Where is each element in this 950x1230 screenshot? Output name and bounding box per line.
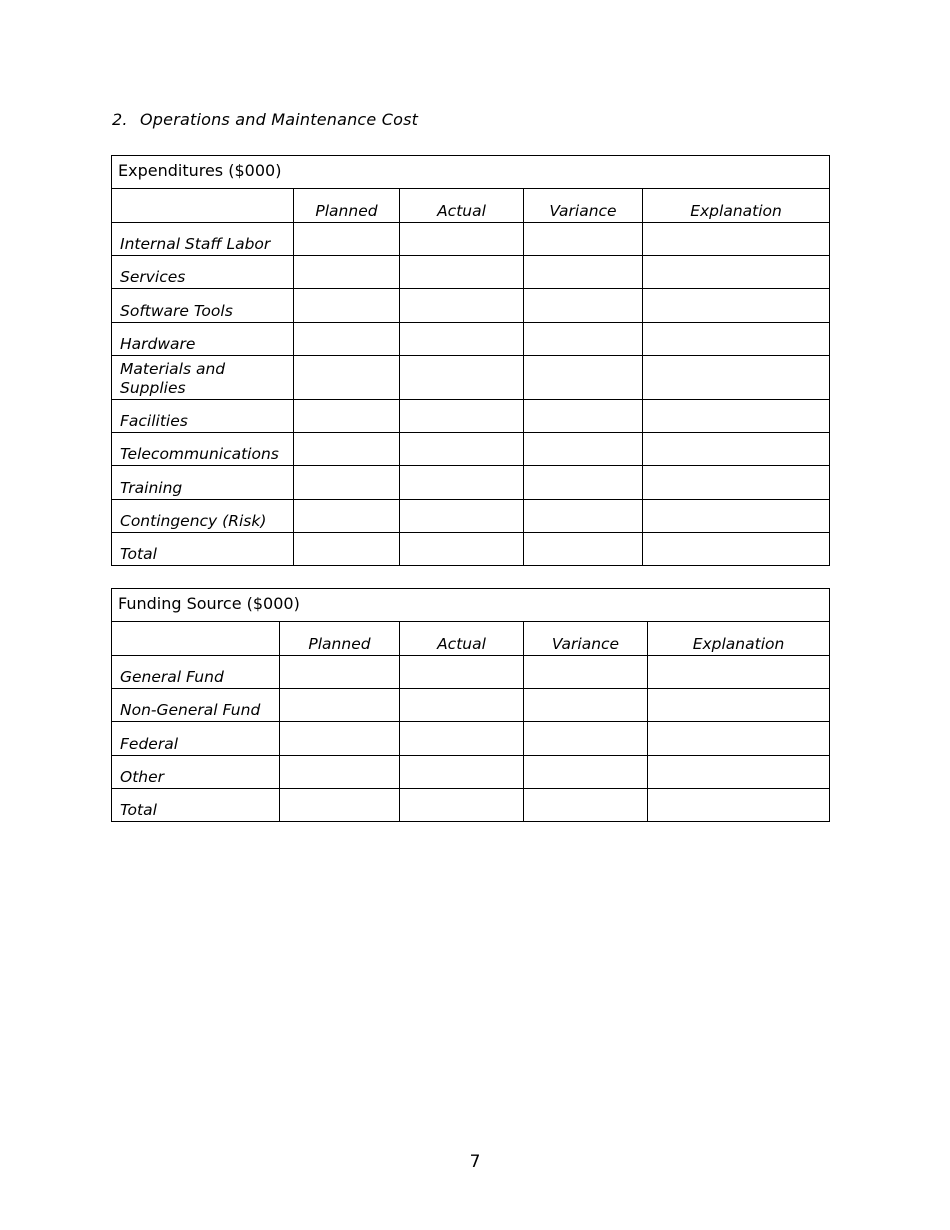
variance-cell[interactable] (524, 789, 648, 822)
explanation-cell[interactable] (643, 356, 830, 400)
row-label: General Fund (112, 656, 280, 689)
planned-cell[interactable] (294, 289, 400, 323)
variance-cell[interactable] (524, 223, 643, 256)
table-row (112, 289, 830, 323)
variance-cell[interactable] (524, 500, 643, 533)
explanation-cell[interactable] (643, 533, 830, 566)
table-row (112, 722, 830, 756)
row-label: Hardware (112, 323, 294, 356)
planned-cell[interactable] (280, 656, 400, 689)
explanation-cell[interactable] (643, 466, 830, 500)
actual-cell[interactable] (400, 289, 524, 323)
row-label: Internal Staff Labor (112, 223, 294, 256)
section-heading (112, 110, 418, 129)
table-row (112, 789, 830, 822)
explanation-cell[interactable] (643, 223, 830, 256)
explanation-cell[interactable] (648, 722, 830, 756)
section-number: 2. (112, 110, 128, 129)
page-number: 7 (469, 1152, 481, 1172)
explanation-cell[interactable] (648, 689, 830, 722)
variance-cell[interactable] (524, 323, 643, 356)
actual-cell[interactable] (400, 433, 524, 466)
variance-cell[interactable] (524, 400, 643, 433)
actual-cell[interactable] (400, 223, 524, 256)
funding-source-table (111, 588, 830, 822)
table-row (112, 533, 830, 566)
explanation-cell[interactable] (643, 323, 830, 356)
explanation-cell[interactable] (643, 500, 830, 533)
row-label: Facilities (112, 400, 294, 433)
variance-cell[interactable] (524, 289, 643, 323)
row-label: Total (112, 789, 280, 822)
actual-cell[interactable] (400, 689, 524, 722)
table-row (112, 323, 830, 356)
row-label: Contingency (Risk) (112, 500, 294, 533)
column-header-explanation: Explanation (648, 622, 830, 656)
row-label: Total (112, 533, 294, 566)
explanation-cell[interactable] (643, 433, 830, 466)
planned-cell[interactable] (280, 722, 400, 756)
actual-cell[interactable] (400, 656, 524, 689)
column-header-planned: Planned (280, 622, 400, 656)
table-row (112, 433, 830, 466)
variance-cell[interactable] (524, 466, 643, 500)
planned-cell[interactable] (294, 466, 400, 500)
column-header-variance: Variance (524, 622, 648, 656)
table-row (112, 223, 830, 256)
planned-cell[interactable] (294, 533, 400, 566)
column-header-planned: Planned (294, 189, 400, 223)
row-label: Other (112, 756, 280, 789)
header-empty-cell (112, 622, 280, 656)
actual-cell[interactable] (400, 500, 524, 533)
section-title: Operations and Maintenance Cost (140, 110, 419, 129)
planned-cell[interactable] (294, 256, 400, 289)
planned-cell[interactable] (294, 356, 400, 400)
funding-caption: Funding Source ($000) (112, 589, 830, 622)
actual-cell[interactable] (400, 722, 524, 756)
row-label: Training (112, 466, 294, 500)
variance-cell[interactable] (524, 433, 643, 466)
table-row (112, 256, 830, 289)
column-header-actual: Actual (400, 189, 524, 223)
planned-cell[interactable] (294, 400, 400, 433)
variance-cell[interactable] (524, 689, 648, 722)
column-header-actual: Actual (400, 622, 524, 656)
row-label: Materials and Supplies (112, 356, 294, 400)
table-caption-row (112, 589, 830, 622)
funding-table-body (112, 589, 830, 822)
explanation-cell[interactable] (643, 289, 830, 323)
table-row (112, 400, 830, 433)
explanation-cell[interactable] (648, 789, 830, 822)
variance-cell[interactable] (524, 356, 643, 400)
table-row (112, 689, 830, 722)
explanation-cell[interactable] (648, 756, 830, 789)
table-header-row (112, 622, 830, 656)
variance-cell[interactable] (524, 722, 648, 756)
table-row (112, 466, 830, 500)
variance-cell[interactable] (524, 756, 648, 789)
table-row (112, 756, 830, 789)
table-row (112, 656, 830, 689)
variance-cell[interactable] (524, 656, 648, 689)
column-header-explanation: Explanation (643, 189, 830, 223)
planned-cell[interactable] (294, 223, 400, 256)
table-row (112, 500, 830, 533)
planned-cell[interactable] (294, 500, 400, 533)
table-caption-row (112, 156, 830, 189)
planned-cell[interactable] (280, 789, 400, 822)
explanation-cell[interactable] (643, 400, 830, 433)
actual-cell[interactable] (400, 323, 524, 356)
planned-cell[interactable] (294, 323, 400, 356)
row-label: Software Tools (112, 289, 294, 323)
actual-cell[interactable] (400, 400, 524, 433)
actual-cell[interactable] (400, 466, 524, 500)
planned-cell[interactable] (294, 433, 400, 466)
expenditures-table (111, 155, 830, 566)
expenditures-table-body (112, 156, 830, 566)
explanation-cell[interactable] (643, 256, 830, 289)
actual-cell[interactable] (400, 256, 524, 289)
variance-cell[interactable] (524, 533, 643, 566)
expenditures-caption: Expenditures ($000) (112, 156, 830, 189)
table-row (112, 356, 830, 400)
actual-cell[interactable] (400, 533, 524, 566)
actual-cell[interactable] (400, 756, 524, 789)
planned-cell[interactable] (280, 689, 400, 722)
row-label: Federal (112, 722, 280, 756)
row-label: Non-General Fund (112, 689, 280, 722)
actual-cell[interactable] (400, 789, 524, 822)
header-empty-cell (112, 189, 294, 223)
explanation-cell[interactable] (648, 656, 830, 689)
row-label: Services (112, 256, 294, 289)
actual-cell[interactable] (400, 356, 524, 400)
planned-cell[interactable] (280, 756, 400, 789)
variance-cell[interactable] (524, 256, 643, 289)
table-header-row (112, 189, 830, 223)
column-header-variance: Variance (524, 189, 643, 223)
row-label: Telecommunications (112, 433, 294, 466)
